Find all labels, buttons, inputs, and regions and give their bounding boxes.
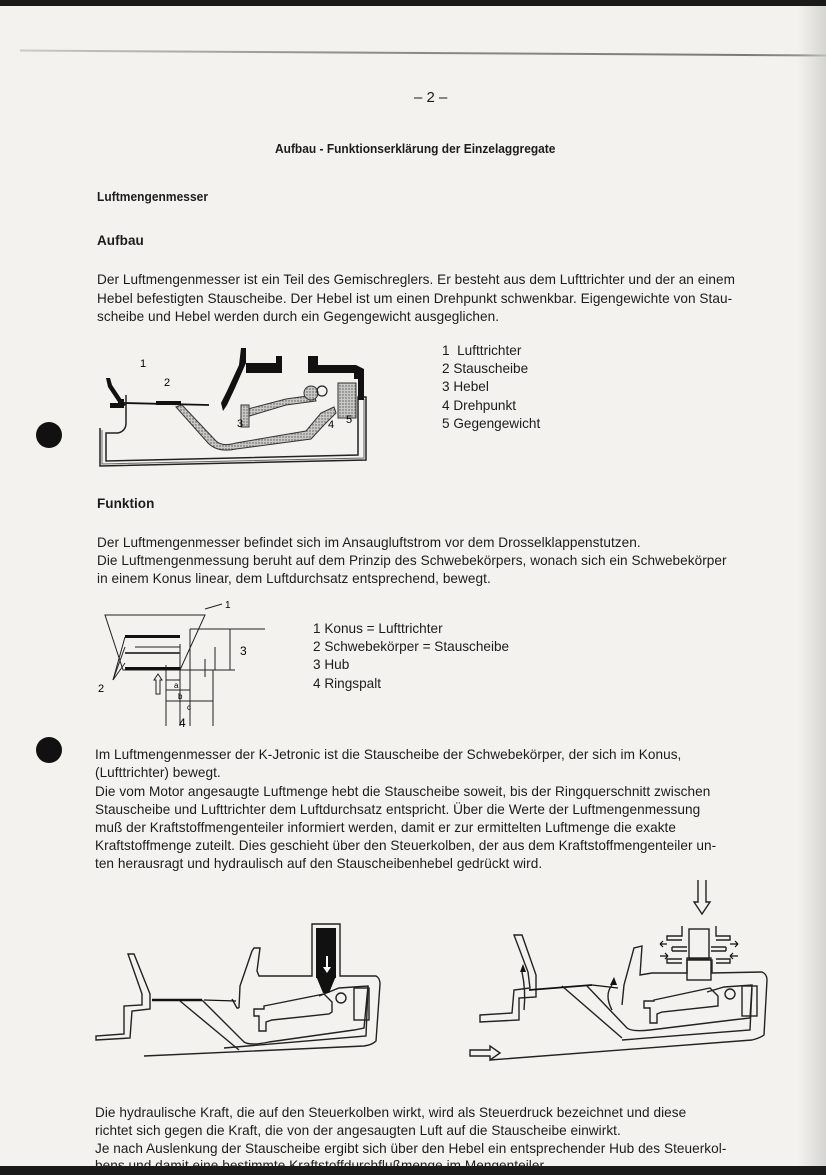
figure-callout: b — [178, 692, 183, 701]
text-line: scheibe und Hebel werden durch ein Gegengewicht ausgeglichen. — [97, 309, 500, 324]
text-line: Kraftstoffmenge zuteilt. Dies geschieht über den Steuerkolben, der aus dem Kraftstoffmengenteiler un- — [95, 838, 717, 853]
page-heading: Aufbau - Funktionserklärung der Einzelaggregate — [275, 141, 556, 156]
figure-callout: 2 — [164, 377, 171, 389]
text-line: Hebel befestigten Stauscheibe. Der Hebel ist um einen Drehpunkt schwenkbar. Eigengewichte von Stau- — [97, 291, 733, 306]
text-line: richtet sich gegen die Kraft, die von der angesaugten Luft auf die Stauscheibe einwirkt. — [95, 1123, 621, 1138]
text-line: Die Luftmengenmessung beruht auf dem Prinzip des Schwebekörpers, wonach sich ein Schwebekörper — [97, 553, 727, 568]
text-line: bens und damit eine bestimmte Kraftstoffdurchflußmenge im Mengenteiler. — [95, 1158, 548, 1173]
text-line: Im Luftmengenmesser der K-Jetronic ist die Stauscheibe der Schwebekörper, der sich im Konus, — [95, 747, 682, 762]
text-line: Stauscheibe und Lufttrichter dem Luftdurchsatz entspricht. Über die Werte der Luftmengenmessung — [95, 802, 701, 817]
legend-item: 4 Drehpunkt — [442, 397, 517, 413]
text-line: Je nach Auslenkung der Stauscheibe ergibt sich über den Hebel ein entsprechender Hub des Steuerkol- — [95, 1141, 727, 1156]
figure-callout: 2 — [98, 683, 105, 695]
figure-callout: 5 — [346, 414, 353, 426]
legend-item: 3 Hebel — [442, 379, 489, 395]
text-line: Der Luftmengenmesser ist ein Teil des Gemischreglers. Er besteht aus dem Lufttrichter und der an einem — [97, 272, 736, 287]
subsection-title-funktion: Funktion — [97, 496, 155, 511]
legend-item: 5 Gegengewicht — [442, 415, 541, 431]
figure-callout: 3 — [237, 418, 244, 430]
text-line: in einem Konus linear, dem Luftdurchsatz entsprechend, bewegt. — [97, 571, 491, 586]
page-number: – 2 – — [414, 89, 448, 106]
text-line: (Lufttrichter) bewegt. — [95, 765, 221, 780]
legend-item: 1 Lufttrichter — [442, 343, 522, 358]
figure-airflow-meter-section — [96, 343, 386, 468]
figure-callout: 1 — [225, 600, 231, 611]
punch-hole — [36, 737, 62, 763]
figure-callout: 4 — [179, 716, 186, 730]
figure-callout: c — [187, 703, 191, 712]
section-title: Luftmengenmesser — [97, 189, 209, 204]
text-line: Der Luftmengenmesser befindet sich im Ansaugluftstrom vor dem Drosselklappenstutzen. — [97, 535, 641, 550]
legend-item: 3 Hub — [313, 657, 350, 673]
legend-item: 2 Schwebekörper = Stauscheibe — [313, 639, 510, 655]
page-edge-shadow — [798, 6, 826, 1166]
figure-callout: 3 — [240, 644, 247, 658]
text-line: Die hydraulische Kraft, die auf den Steuerkolben wirkt, wird als Steuerdruck bezeichnet und diese — [95, 1105, 687, 1120]
figure-callout: 1 — [140, 358, 147, 370]
legend-item: 4 Ringspalt — [313, 675, 382, 691]
figure2-legend — [313, 620, 509, 693]
text-line: muß der Kraftstoffmengenteiler informiert werden, damit er zur ermittelten Luftmenge die exakte — [95, 820, 676, 835]
figure-callout: a — [174, 681, 179, 690]
text-line: ten herausragt und hydraulisch auf den Stauscheibenhebel gedrückt wird. — [95, 856, 543, 871]
legend-item: 1 Konus = Lufttrichter — [313, 621, 443, 636]
figure1-legend — [442, 342, 540, 433]
punch-hole — [36, 422, 62, 448]
subsection-title-aufbau: Aufbau — [97, 233, 144, 248]
scan-fold-line — [20, 50, 826, 57]
figure-operating-position — [462, 880, 782, 1075]
legend-item: 2 Stauscheibe — [442, 361, 529, 377]
figure-callout: 4 — [328, 419, 335, 431]
text-line: Die vom Motor angesaugte Luftmenge hebt die Stauscheibe soweit, bis der Ringquerschnitt zwischen — [95, 784, 711, 799]
figure-cone-principle — [95, 602, 275, 732]
figure-rest-position — [94, 916, 394, 1056]
scanned-page — [0, 6, 826, 1173]
